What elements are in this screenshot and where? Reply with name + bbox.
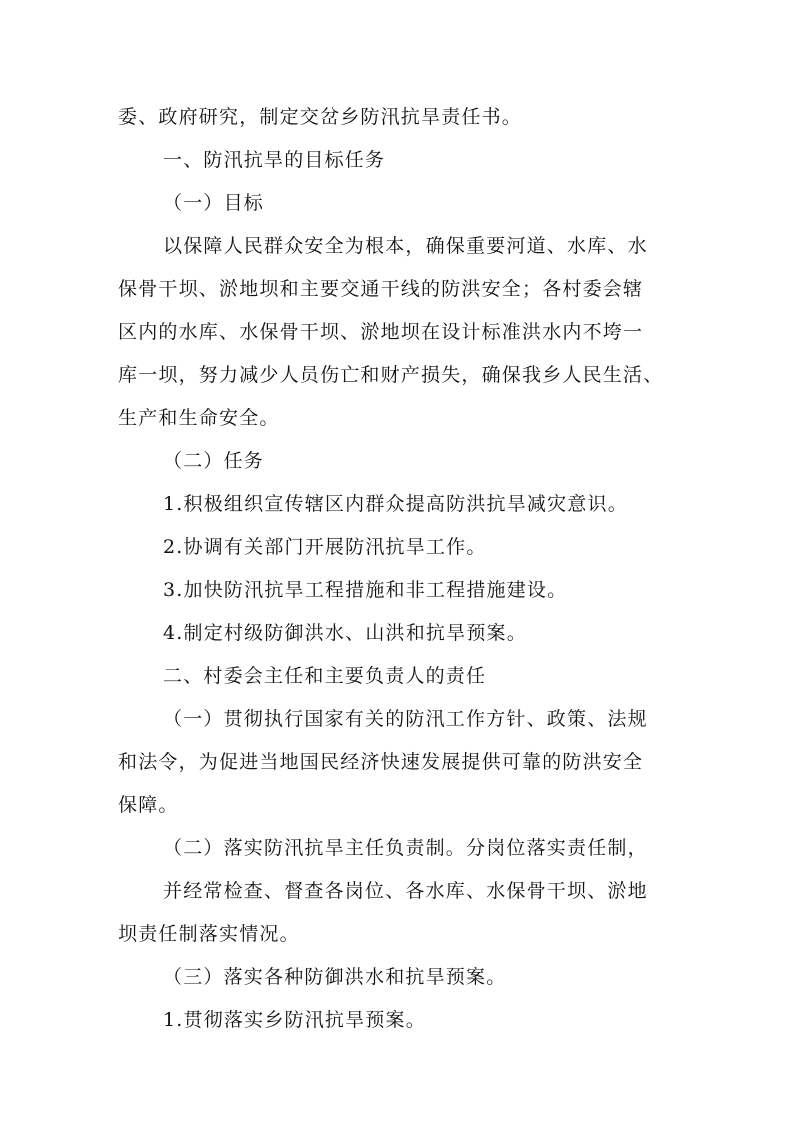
text-line-16: 和法令，为促进当地国民经济快速发展提供可靠的防洪安全 xyxy=(118,751,644,773)
section-heading-2: 二、村委会主任和主要负责人的责任 xyxy=(163,665,487,687)
task-item-3: 3.加快防汛抗旱工程措施和非工程措施建设。 xyxy=(163,579,568,601)
text-line-4: 以保障人民群众安全为根本，确保重要河道、水库、水 xyxy=(163,235,648,257)
text-line-8: 生产和生命安全。 xyxy=(118,407,280,429)
text-line-17: 保障。 xyxy=(118,794,179,816)
section-heading-1: 一、防汛抗旱的目标任务 xyxy=(163,149,386,171)
task-item-4: 4.制定村级防御洪水、山洪和抗旱预案。 xyxy=(163,622,527,644)
text-line-1: 委、政府研究，制定交岔乡防汛抗旱责任书。 xyxy=(118,106,523,128)
task-item-2: 2.协调有关部门开展防汛抗旱工作。 xyxy=(163,536,487,558)
text-line-6: 区内的水库、水保骨干坝、淤地坝在设计标准洪水内不垮一 xyxy=(118,321,644,343)
text-line-5: 保骨干坝、淤地坝和主要交通干线的防洪安全；各村委会辖 xyxy=(118,278,644,300)
text-line-20: 坝责任制落实情况。 xyxy=(118,923,300,945)
text-line-19: 并经常检查、督查各岗位、各水库、水保骨干坝、淤地 xyxy=(163,880,648,902)
text-line-22: 1.贯彻落实乡防汛抗旱预案。 xyxy=(163,1009,426,1031)
text-line-21: （三）落实各种防御洪水和抗旱预案。 xyxy=(163,966,507,988)
task-item-1: 1.积极组织宣传辖区内群众提高防洪抗旱减灾意识。 xyxy=(163,493,628,515)
subheading-tasks: （二）任务 xyxy=(163,450,265,472)
subheading-targets: （一）目标 xyxy=(163,192,265,214)
text-line-7: 库一坝，努力减少人员伤亡和财产损失，确保我乡人民生活、 xyxy=(118,364,664,386)
text-line-15: （一）贯彻执行国家有关的防汛工作方针、政策、法规 xyxy=(163,708,648,730)
text-line-18: （二）落实防汛抗旱主任负责制。分岗位落实责任制， xyxy=(163,837,648,859)
